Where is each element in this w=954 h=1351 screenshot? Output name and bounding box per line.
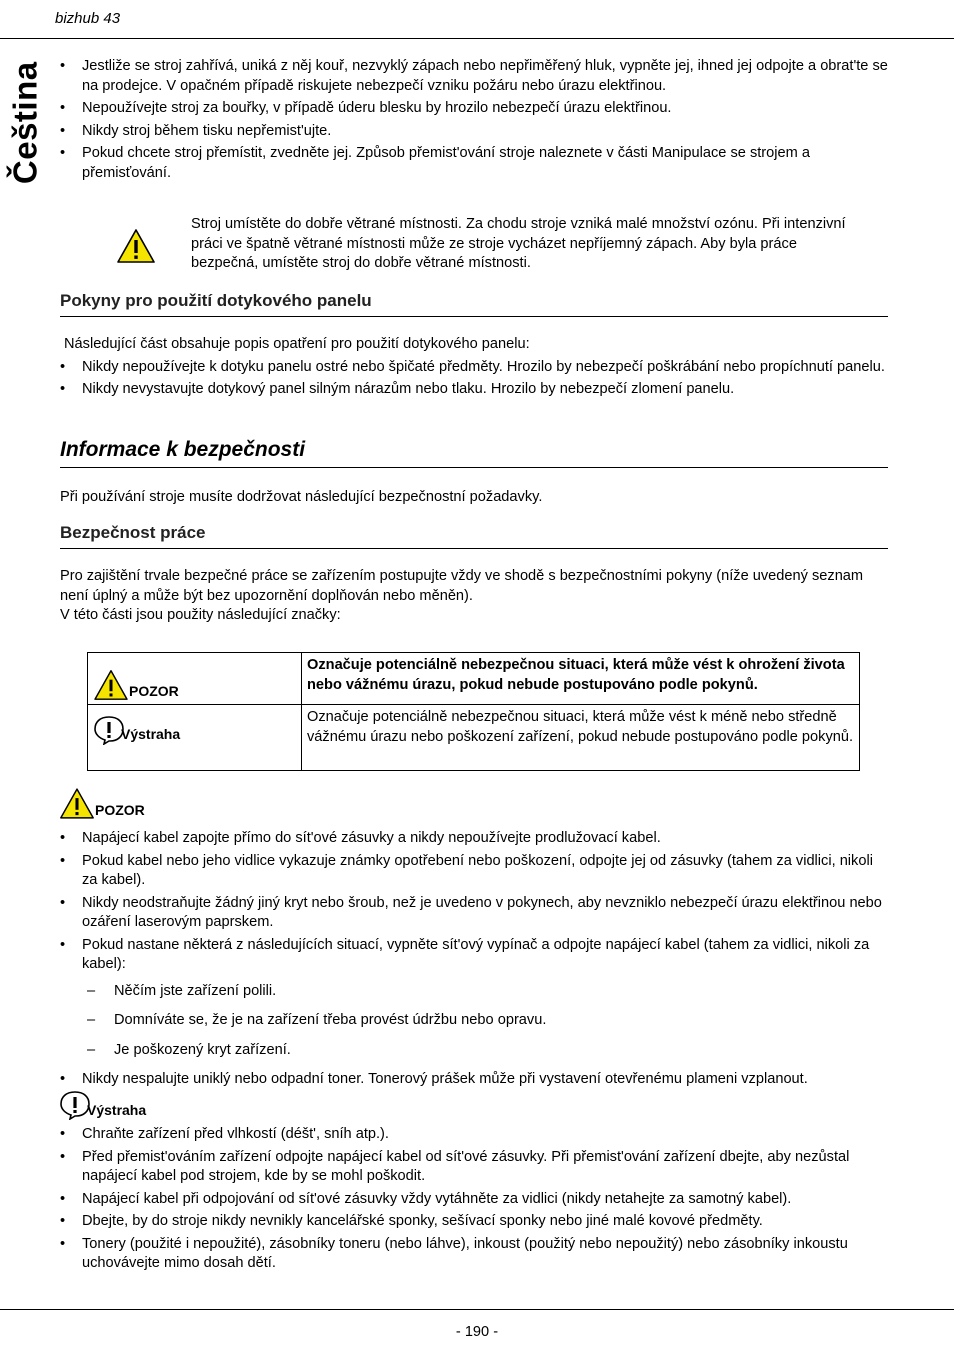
legend-text: Označuje potenciálně nebezpečnou situaci, která může vést k ohrožení života nebo vážnému úrazu, pokud nebude postupováno podle pokynů. (302, 653, 860, 705)
list-item: • Pokud kabel nebo jeho vidlice vykazuje známky opotřebení nebo poškození, odpojte jej od zásuvky (tahem za vidlici, nikoli za kabel). (60, 852, 888, 891)
warning-triangle-icon (116, 228, 156, 264)
list-item: • Tonery (použité i nepoužité), zásobníky toneru (nebo láhve), inkoust (použitý nebo nepoužitý) nebo zásobníky inkoustu uchovávejte mimo dosah dětí. (60, 1235, 888, 1274)
list-item: • Nikdy stroj během tisku nepřemist'ujte. (60, 122, 888, 142)
legend-label: POZOR (129, 682, 179, 699)
list-item: • Pokud chcete stroj přemístit, zvedněte jej. Způsob přemist'ování stroje naleznete v části Manipulace se strojem a přemisťování. (60, 144, 888, 183)
work-safety-para: V této části jsou použity následující značky: (60, 607, 341, 623)
list-item: • Dbejte, by do stroje nikdy nevnikly kancelářské sponky, sešívací sponky nebo jiné malé kovové předměty. (60, 1212, 888, 1232)
vystraha-list (60, 1125, 888, 1274)
ventilation-note: Stroj umístěte do dobře větrané místnosti. Za chodu stroje vzniká malé množství ozónu. Při intenzivní práci ve špatně větrané místnosti může ze stroje vycházet nepříjemný zápach. Aby byla práce bezpečná, umístěte stroj do dobře větrané místnosti. (191, 216, 846, 271)
pozor-label: POZOR (95, 801, 145, 818)
table-row (88, 705, 860, 771)
running-header: bizhub 43 (55, 10, 121, 27)
work-safety-heading: Bezpečnost práce (60, 523, 888, 549)
list-item: • Nikdy nespalujte uniklý nebo odpadní toner. Tonerový prášek může při vystavení otevřenému plameni vzplanout. (60, 1070, 888, 1090)
warning-triangle-icon (93, 669, 129, 701)
page-number: - 190 - (455, 1324, 499, 1340)
safety-info-intro: Při používání stroje musíte dodržovat následující bezpečnostní požadavky. (60, 489, 543, 505)
list-item: • Nepoužívejte stroj za bouřky, v případě úderu blesku by hrozilo nebezpečí úrazu elektřinou. (60, 99, 888, 119)
list-item: • Jestliže se stroj zahřívá, uniká z něj kouř, nezvyklý zápach nebo nepřiměřený hluk, vypněte jej, ihned jej odpojte a obrat'te se na prodejce. V opačném případě riskujete nebezpečí vzniku požáru nebo úrazu elektřinou. (60, 57, 888, 96)
legend-label: Výstraha (121, 726, 181, 742)
symbol-legend-table (87, 652, 860, 771)
warning-triangle-icon (59, 787, 95, 820)
list-item: • Před přemist'ováním zařízení odpojte napájecí kabel od sít'ové zásuvky. Při přemist'ování zařízení dbejte, aby nezůstal napájecí kabel pod strojem, kde by se mohl poškodit. (60, 1148, 888, 1187)
safety-info-heading: Informace k bezpečnosti (60, 440, 888, 468)
pozor-list-end (60, 1070, 888, 1090)
work-safety-para: Pro zajištění trvale bezpečné práce se zařízením postupujte vždy ve shodě s bezpečnostními pokyny (níže uvedený seznam není úplný a může být bez upozornění doplňován nebo měněn). (60, 568, 864, 604)
pozor-label-row (59, 787, 145, 820)
list-item: • Nikdy nepoužívejte k dotyku panelu ostré nebo špičaté předměty. Hrozilo by nebezpečí poškrábání nebo propíchnutí panelu. (60, 358, 888, 378)
work-safety-text (60, 567, 888, 626)
pozor-section (60, 829, 888, 1093)
list-item: • Pokud nastane některá z následujících situací, vypněte sít'ový vypínač a odpojte napájecí kabel (tahem za vidlici, nikoli za kabel): (60, 936, 888, 975)
pozor-sublist (60, 982, 888, 1061)
list-item: • Chraňte zařízení před vlhkostí (déšt', sníh atp.). (60, 1125, 888, 1145)
sub-list-item: – Je poškozený kryt zařízení. (60, 1041, 888, 1061)
intro-list (60, 57, 888, 183)
table-row (88, 653, 860, 705)
touch-panel-list (60, 358, 888, 400)
header-rule (0, 38, 954, 39)
intro-section (60, 57, 888, 186)
list-item: • Napájecí kabel zapojte přímo do sít'ové zásuvky a nikdy nepoužívejte prodlužovací kabel. (60, 829, 888, 849)
language-side-tab (0, 58, 50, 188)
touch-panel-section (60, 335, 888, 403)
legend-label-cell (88, 705, 302, 771)
sub-list-item: – Něčím jste zařízení polili. (60, 982, 888, 1002)
pozor-list (60, 829, 888, 975)
touch-panel-intro: Následující část obsahuje popis opatření pro použití dotykového panelu: (64, 336, 530, 352)
legend-text: Označuje potenciálně nebezpečnou situaci, která může vést k méně nebo středně vážnému úrazu nebo poškození zařízení, pokud nebude postupováno podle pokynů. (302, 705, 860, 771)
language-label: Čeština (6, 61, 44, 185)
vystraha-section (60, 1125, 888, 1277)
touch-panel-heading: Pokyny pro použití dotykového panelu (60, 291, 888, 317)
sub-list-item: – Domníváte se, že je na zařízení třeba provést údržbu nebo opravu. (60, 1011, 888, 1031)
vystraha-label-row (59, 1090, 146, 1120)
list-item: • Nikdy neodstraňujte žádný jiný kryt nebo šroub, než je uvedeno v pokynech, aby nevzniklo nebezpečí úrazu elektřinou nebo ozáření laserovým paprskem. (60, 894, 888, 933)
legend-label-cell (88, 653, 302, 705)
list-item: • Nikdy nevystavujte dotykový panel silným nárazům nebo tlaku. Hrozilo by nebezpečí zlomení panelu. (60, 380, 888, 400)
footer-rule (0, 1309, 954, 1310)
vystraha-label: Výstraha (87, 1101, 147, 1118)
list-item: • Napájecí kabel při odpojování od sít'ové zásuvky vždy vytáhněte za vidlici (nikdy netahejte za samotný kabel). (60, 1190, 888, 1210)
